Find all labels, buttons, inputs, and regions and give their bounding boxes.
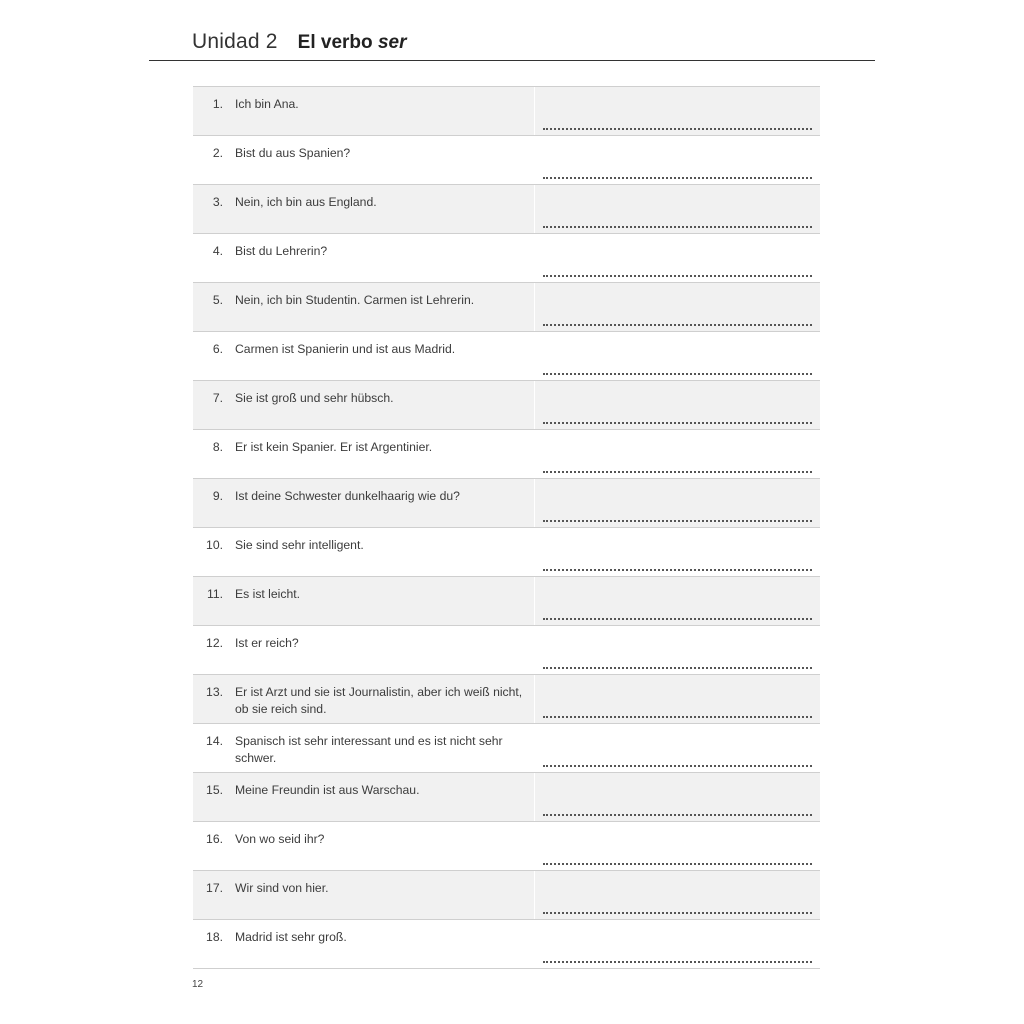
- german-sentence: Nein, ich bin aus England.: [235, 195, 377, 209]
- answer-dotted-line: [543, 177, 812, 179]
- item-number: 7.: [212, 391, 223, 405]
- item-number: 10.: [206, 538, 223, 552]
- exercise-row: [193, 822, 820, 871]
- german-sentence: Er ist kein Spanier. Er ist Argentinier.: [235, 440, 433, 454]
- exercise-row: [193, 528, 820, 577]
- answer-dotted-line: [543, 226, 812, 228]
- item-number: 5.: [212, 293, 223, 307]
- answer-dotted-line: [543, 667, 812, 669]
- item-number: 15.: [206, 783, 223, 797]
- title-main: El verbo: [297, 32, 373, 53]
- answer-dotted-line: [543, 422, 812, 424]
- item-number: 11.: [206, 587, 223, 601]
- german-sentence: Bist du Lehrerin?: [235, 244, 328, 258]
- answer-cell[interactable]: [535, 479, 820, 527]
- answer-dotted-line: [543, 912, 812, 914]
- exercise-row: [193, 234, 820, 283]
- answer-cell[interactable]: [535, 430, 820, 478]
- exercise-row: [193, 87, 820, 136]
- exercise-row: [193, 430, 820, 479]
- exercise-table: [193, 86, 820, 969]
- exercise-row: [193, 479, 820, 528]
- item-number: 13.: [206, 685, 223, 699]
- answer-cell[interactable]: [535, 675, 820, 723]
- answer-cell[interactable]: [535, 87, 820, 135]
- answer-cell[interactable]: [535, 234, 820, 282]
- exercise-row: [193, 920, 820, 969]
- item-number: 3.: [212, 195, 223, 209]
- german-sentence: Carmen ist Spanierin und ist aus Madrid.: [235, 342, 456, 356]
- prompt-cell: [193, 136, 534, 184]
- german-sentence: Von wo seid ihr?: [235, 832, 325, 846]
- prompt-cell: [193, 332, 534, 380]
- answer-cell[interactable]: [535, 822, 820, 870]
- answer-dotted-line: [543, 863, 812, 865]
- prompt-cell: [193, 920, 534, 968]
- answer-cell[interactable]: [535, 626, 820, 674]
- item-number: 17.: [206, 881, 223, 895]
- german-sentence: Sie sind sehr intelligent.: [235, 538, 364, 552]
- german-sentence: Meine Freundin ist aus Warschau.: [235, 783, 420, 797]
- answer-dotted-line: [543, 373, 812, 375]
- answer-dotted-line: [543, 471, 812, 473]
- item-number: 18.: [206, 930, 223, 944]
- answer-cell[interactable]: [535, 528, 820, 576]
- answer-cell[interactable]: [535, 871, 820, 919]
- prompt-cell: [193, 479, 534, 527]
- answer-dotted-line: [543, 716, 812, 718]
- answer-cell[interactable]: [535, 185, 820, 233]
- item-number: 16.: [206, 832, 223, 846]
- answer-cell[interactable]: [535, 381, 820, 429]
- prompt-cell: [193, 675, 534, 723]
- exercise-row: [193, 381, 820, 430]
- item-number: 14.: [206, 734, 223, 748]
- german-sentence: Madrid ist sehr groß.: [235, 930, 347, 944]
- german-sentence: Spanisch ist sehr interessant und es ist nicht sehr schwer.: [235, 734, 503, 765]
- prompt-cell: [193, 822, 534, 870]
- page-number: 12: [192, 979, 204, 990]
- german-sentence: Ist er reich?: [235, 636, 299, 650]
- item-number: 1.: [212, 97, 223, 111]
- item-number: 2.: [212, 146, 223, 160]
- exercise-row: [193, 577, 820, 626]
- exercise-row: [193, 136, 820, 185]
- prompt-cell: [193, 87, 534, 135]
- prompt-cell: [193, 626, 534, 674]
- answer-cell[interactable]: [535, 283, 820, 331]
- prompt-cell: [193, 234, 534, 282]
- prompt-cell: [193, 430, 534, 478]
- item-number: 9.: [212, 489, 223, 503]
- page-header: [192, 30, 406, 60]
- answer-dotted-line: [543, 814, 812, 816]
- german-sentence: Ist deine Schwester dunkelhaarig wie du?: [235, 489, 460, 503]
- german-sentence: Wir sind von hier.: [235, 881, 329, 895]
- german-sentence: Bist du aus Spanien?: [235, 146, 351, 160]
- exercise-row: [193, 332, 820, 381]
- header-rule: [149, 60, 875, 61]
- exercise-row: [193, 185, 820, 234]
- item-number: 8.: [212, 440, 223, 454]
- exercise-row: [193, 283, 820, 332]
- answer-dotted-line: [543, 324, 812, 326]
- prompt-cell: [193, 381, 534, 429]
- answer-cell[interactable]: [535, 920, 820, 968]
- answer-dotted-line: [543, 275, 812, 277]
- item-number: 4.: [212, 244, 223, 258]
- title-verb: ser: [377, 32, 407, 53]
- answer-dotted-line: [543, 569, 812, 571]
- german-sentence: Ich bin Ana.: [235, 97, 299, 111]
- item-number: 6.: [212, 342, 223, 356]
- german-sentence: Es ist leicht.: [235, 587, 301, 601]
- prompt-cell: [193, 773, 534, 821]
- german-sentence: Er ist Arzt und sie ist Journalistin, aber ich weiß nicht, ob sie reich sind.: [235, 685, 523, 716]
- answer-dotted-line: [543, 765, 812, 767]
- prompt-cell: [193, 724, 534, 772]
- answer-dotted-line: [543, 961, 812, 963]
- exercise-row: [193, 871, 820, 920]
- page-title: [298, 32, 407, 54]
- answer-dotted-line: [543, 128, 812, 130]
- prompt-cell: [193, 577, 534, 625]
- exercise-row: [193, 724, 820, 773]
- prompt-cell: [193, 283, 534, 331]
- answer-cell[interactable]: [535, 332, 820, 380]
- answer-cell[interactable]: [535, 136, 820, 184]
- answer-cell[interactable]: [535, 773, 820, 821]
- german-sentence: Sie ist groß und sehr hübsch.: [235, 391, 394, 405]
- unit-label: Unidad 2: [192, 30, 278, 53]
- exercise-row: [193, 773, 820, 822]
- prompt-cell: [193, 871, 534, 919]
- prompt-cell: [193, 185, 534, 233]
- item-number: 12.: [206, 636, 223, 650]
- exercise-row: [193, 675, 820, 724]
- answer-cell[interactable]: [535, 724, 820, 772]
- exercise-row: [193, 626, 820, 675]
- german-sentence: Nein, ich bin Studentin. Carmen ist Lehrerin.: [235, 293, 475, 307]
- answer-cell[interactable]: [535, 577, 820, 625]
- answer-dotted-line: [543, 520, 812, 522]
- answer-dotted-line: [543, 618, 812, 620]
- prompt-cell: [193, 528, 534, 576]
